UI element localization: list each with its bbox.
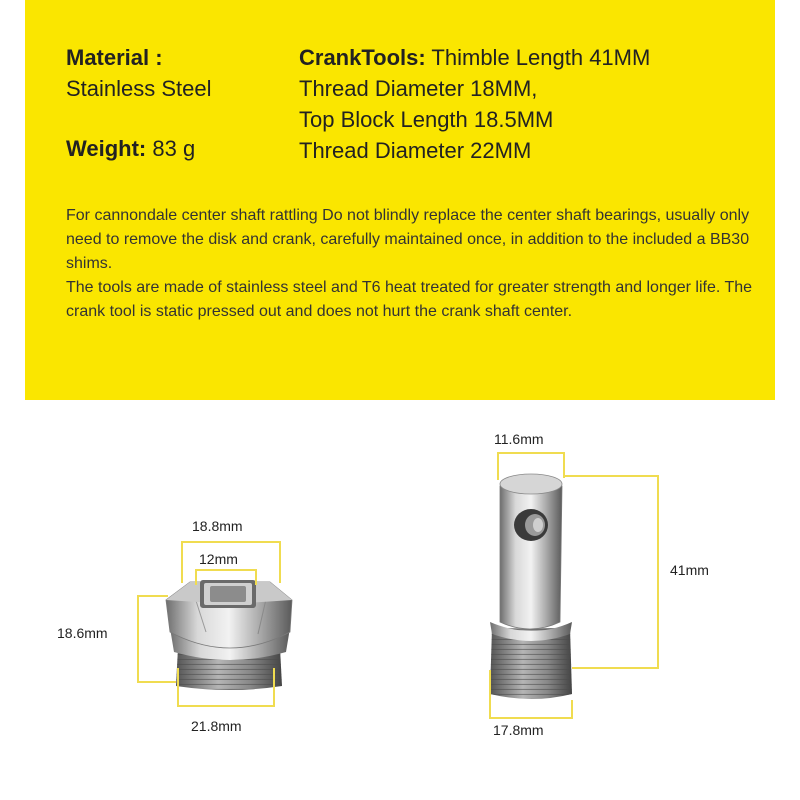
nut-thread-dimension: 21.8mm — [191, 718, 242, 734]
pin-length-dimension: 41mm — [670, 562, 709, 578]
weight-label: Weight: — [66, 136, 147, 161]
nut-top-outer-dimension: 18.8mm — [192, 518, 243, 534]
crank-tools-label: CrankTools: — [299, 45, 426, 70]
pin-top-dimension: 11.6mm — [494, 431, 544, 447]
nut-top-inner-dimension: 12mm — [199, 551, 238, 567]
material-label: Material : — [66, 45, 163, 70]
crank-line-1: Thimble Length 41MM — [425, 45, 651, 70]
crank-line-2: Thread Diameter 18MM, — [299, 76, 538, 101]
description-paragraph-1: For cannondale center shaft rattling Do not blindly replace the center shaft bearings, usually only need to remove the disk and crank, carefully maintained once, in addition to the included a BB30 shims. — [66, 207, 750, 272]
pin-tool-drawing — [490, 474, 572, 699]
pin-thread-dimension: 17.8mm — [493, 722, 544, 738]
description-paragraph-2: The tools are made of stainless steel and T6 heat treated for greater strength and longer life. The crank tool is static pressed out and does not hurt the crank shaft center. — [66, 279, 753, 320]
material-value: Stainless Steel — [66, 76, 212, 101]
crank-line-3: Top Block Length 18.5MM — [299, 107, 554, 132]
crank-line-4: Thread Diameter 22MM — [299, 138, 532, 163]
weight-value: 83 g — [146, 136, 196, 161]
nut-height-dimension: 18.6mm — [57, 625, 108, 641]
